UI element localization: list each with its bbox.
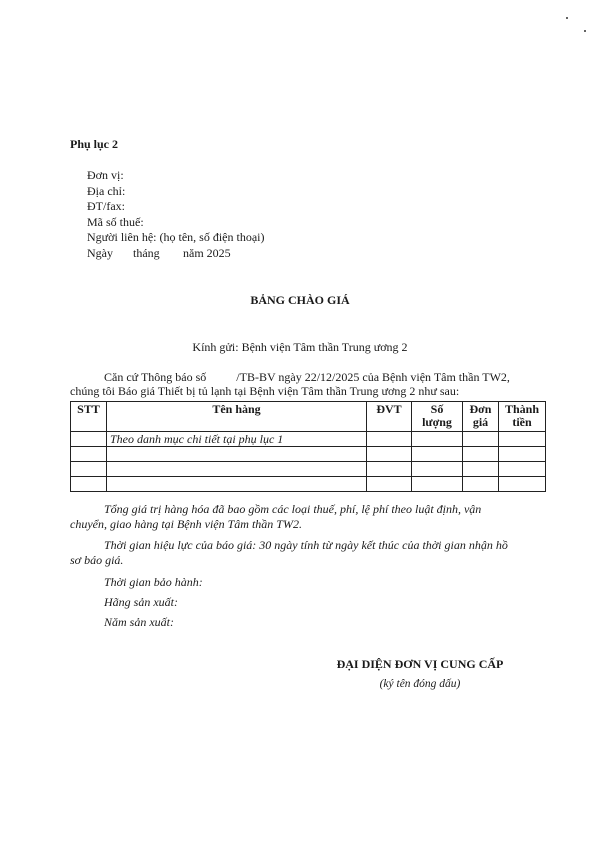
appendix-title: Phụ lục 2 [70, 137, 119, 151]
table-cell [367, 447, 412, 462]
addressee: Kính gửi: Bệnh viện Tâm thần Trung ương 2 [192, 340, 408, 354]
table-row [71, 447, 546, 462]
header-item-name: Tên hàng [107, 402, 367, 432]
total-note-line-1: Tổng giá trị hàng hóa đã bao gồm các loại thuế, phí, lệ phí theo luật định, vận [104, 502, 482, 516]
table-row [71, 462, 546, 477]
sender-unit: Đơn vị: [87, 168, 124, 182]
manufacturer-field: Hãng sản xuất: [104, 595, 178, 609]
intro-line-1 [104, 370, 510, 385]
table-cell [107, 477, 367, 492]
table-cell [412, 432, 463, 447]
signature-title: ĐẠI DIỆN ĐƠN VỊ CUNG CẤP [336, 657, 504, 671]
date-day: Ngày [87, 246, 113, 260]
table-cell [367, 432, 412, 447]
table-cell [412, 447, 463, 462]
intro-reference: /TB-BV ngày 22/12/2025 của Bệnh viện Tâm thần TW2, [236, 370, 510, 384]
scan-speck [584, 30, 586, 32]
table-cell [71, 447, 107, 462]
date-year: năm 2025 [183, 246, 231, 260]
table-cell [499, 447, 546, 462]
table-cell [367, 462, 412, 477]
signature-note: (ký tên đóng dấu) [379, 678, 461, 690]
table-cell [107, 447, 367, 462]
warranty-field: Thời gian bảo hành: [104, 575, 203, 589]
header-quantity: Số lượng [412, 402, 463, 432]
table-cell: Theo danh mục chi tiết tại phụ lục 1 [107, 432, 367, 447]
intro-line-2: chúng tôi Báo giá Thiết bị tủ lạnh tại Bệnh viện Tâm thần Trung ương 2 như sau: [70, 384, 460, 398]
validity-note-line-1: Thời gian hiệu lực của báo giá: 30 ngày tính từ ngày kết thúc của thời gian nhận hồ [104, 538, 508, 552]
table-cell [463, 462, 499, 477]
table-cell [463, 432, 499, 447]
table-cell [463, 477, 499, 492]
sender-phone-fax: ĐT/fax: [87, 199, 125, 213]
quote-table [70, 401, 546, 492]
table-cell [499, 477, 546, 492]
table-row [71, 432, 546, 447]
table-cell [367, 477, 412, 492]
table-cell [463, 447, 499, 462]
header-stt: STT [71, 402, 107, 432]
table-header-row [71, 402, 546, 432]
sender-tax-code: Mã số thuế: [87, 215, 144, 229]
manufacture-year-field: Năm sản xuất: [104, 615, 174, 629]
header-amount: Thành tiền [499, 402, 546, 432]
table-cell [107, 462, 367, 477]
table-cell [499, 462, 546, 477]
document-title: BẢNG CHÀO GIÁ [250, 293, 350, 307]
total-note-line-2: chuyển, giao hàng tại Bệnh viện Tâm thần TW2. [70, 517, 302, 531]
table-cell [71, 477, 107, 492]
sender-date [87, 246, 231, 261]
intro-basis: Căn cứ Thông báo số [104, 370, 207, 384]
sender-contact: Người liên hệ: (họ tên, số điện thoại) [87, 230, 265, 244]
table-row [71, 477, 546, 492]
validity-note-line-2: sơ báo giá. [70, 553, 124, 567]
header-unit: ĐVT [367, 402, 412, 432]
sender-address: Địa chỉ: [87, 184, 126, 198]
scan-speck [566, 17, 568, 19]
table-cell [71, 432, 107, 447]
date-month: tháng [133, 246, 160, 260]
table-cell [412, 462, 463, 477]
table-cell [71, 462, 107, 477]
table-cell [412, 477, 463, 492]
header-unit-price: Đơn giá [463, 402, 499, 432]
table-cell [499, 432, 546, 447]
